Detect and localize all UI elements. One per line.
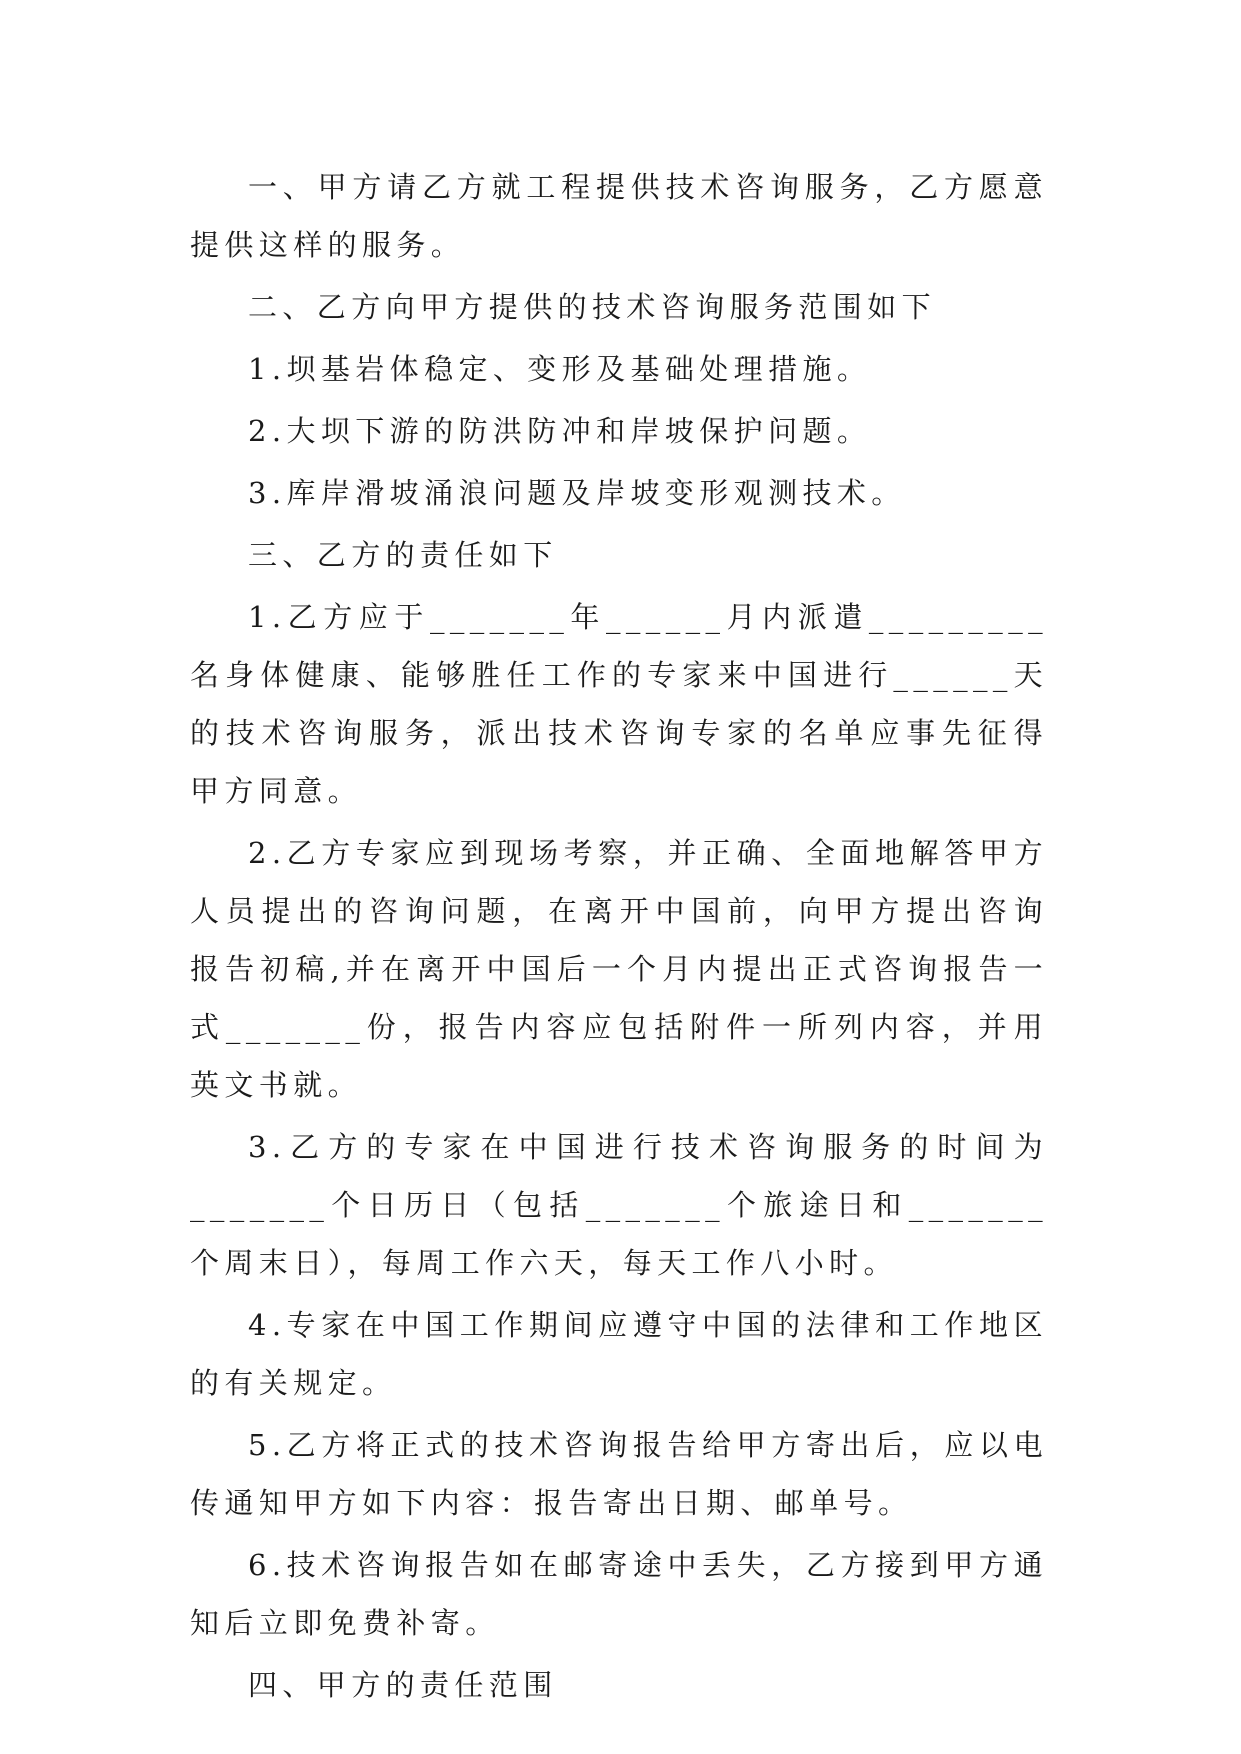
clause-3-heading: 三、乙方的责任如下 [248, 538, 558, 572]
clause-3-item-1: 1.乙方应于_______年______月内派遣_________名身体健康、能够胜任工作的专家来中国进行______天的技术咨询服务，派出技术咨询专家的名单应事先征得甲方同意。 [190, 600, 1048, 808]
clause-3-item-3: 3.乙方的专家在中国进行技术咨询服务的时间为_______个日历日（包括_______个旅途日和_______个周末日），每周工作六天，每天工作八小时。 [190, 1130, 1048, 1280]
clause-3-item-6: 6.技术咨询报告如在邮寄途中丢失，乙方接到甲方通知后立即免费补寄。 [190, 1548, 1048, 1640]
clause-3-item-2: 2.乙方专家应到现场考察，并正确、全面地解答甲方人员提出的咨询问题，在离开中国前，向甲方提出咨询报告初稿,并在离开中国后一个月内提出正式咨询报告一式_______份，报告内容应包括附件一所列内容，并用英文书就。 [190, 836, 1048, 1102]
clause-4-heading: 四、甲方的责任范围 [248, 1668, 558, 1702]
clause-3-item-4: 4.专家在中国工作期间应遵守中国的法律和工作地区的有关规定。 [190, 1308, 1048, 1400]
clause-2-item-2: 2.大坝下游的防洪防冲和岸坡保护问题。 [248, 414, 872, 448]
clause-2-item-1: 1.坝基岩体稳定、变形及基础处理措施。 [248, 352, 872, 386]
document-body [190, 158, 1048, 1718]
clause-2-item-3: 3.库岸滑坡涌浪问题及岸坡变形观测技术。 [248, 476, 906, 510]
clause-2-heading: 二、乙方向甲方提供的技术咨询服务范围如下 [248, 290, 937, 324]
clause-3-item-5: 5.乙方将正式的技术咨询报告给甲方寄出后，应以电传通知甲方如下内容：报告寄出日期、邮单号。 [190, 1428, 1048, 1520]
clause-1-heading: 一、甲方请乙方就工程提供技术咨询服务，乙方愿意提供这样的服务。 [190, 170, 1048, 262]
